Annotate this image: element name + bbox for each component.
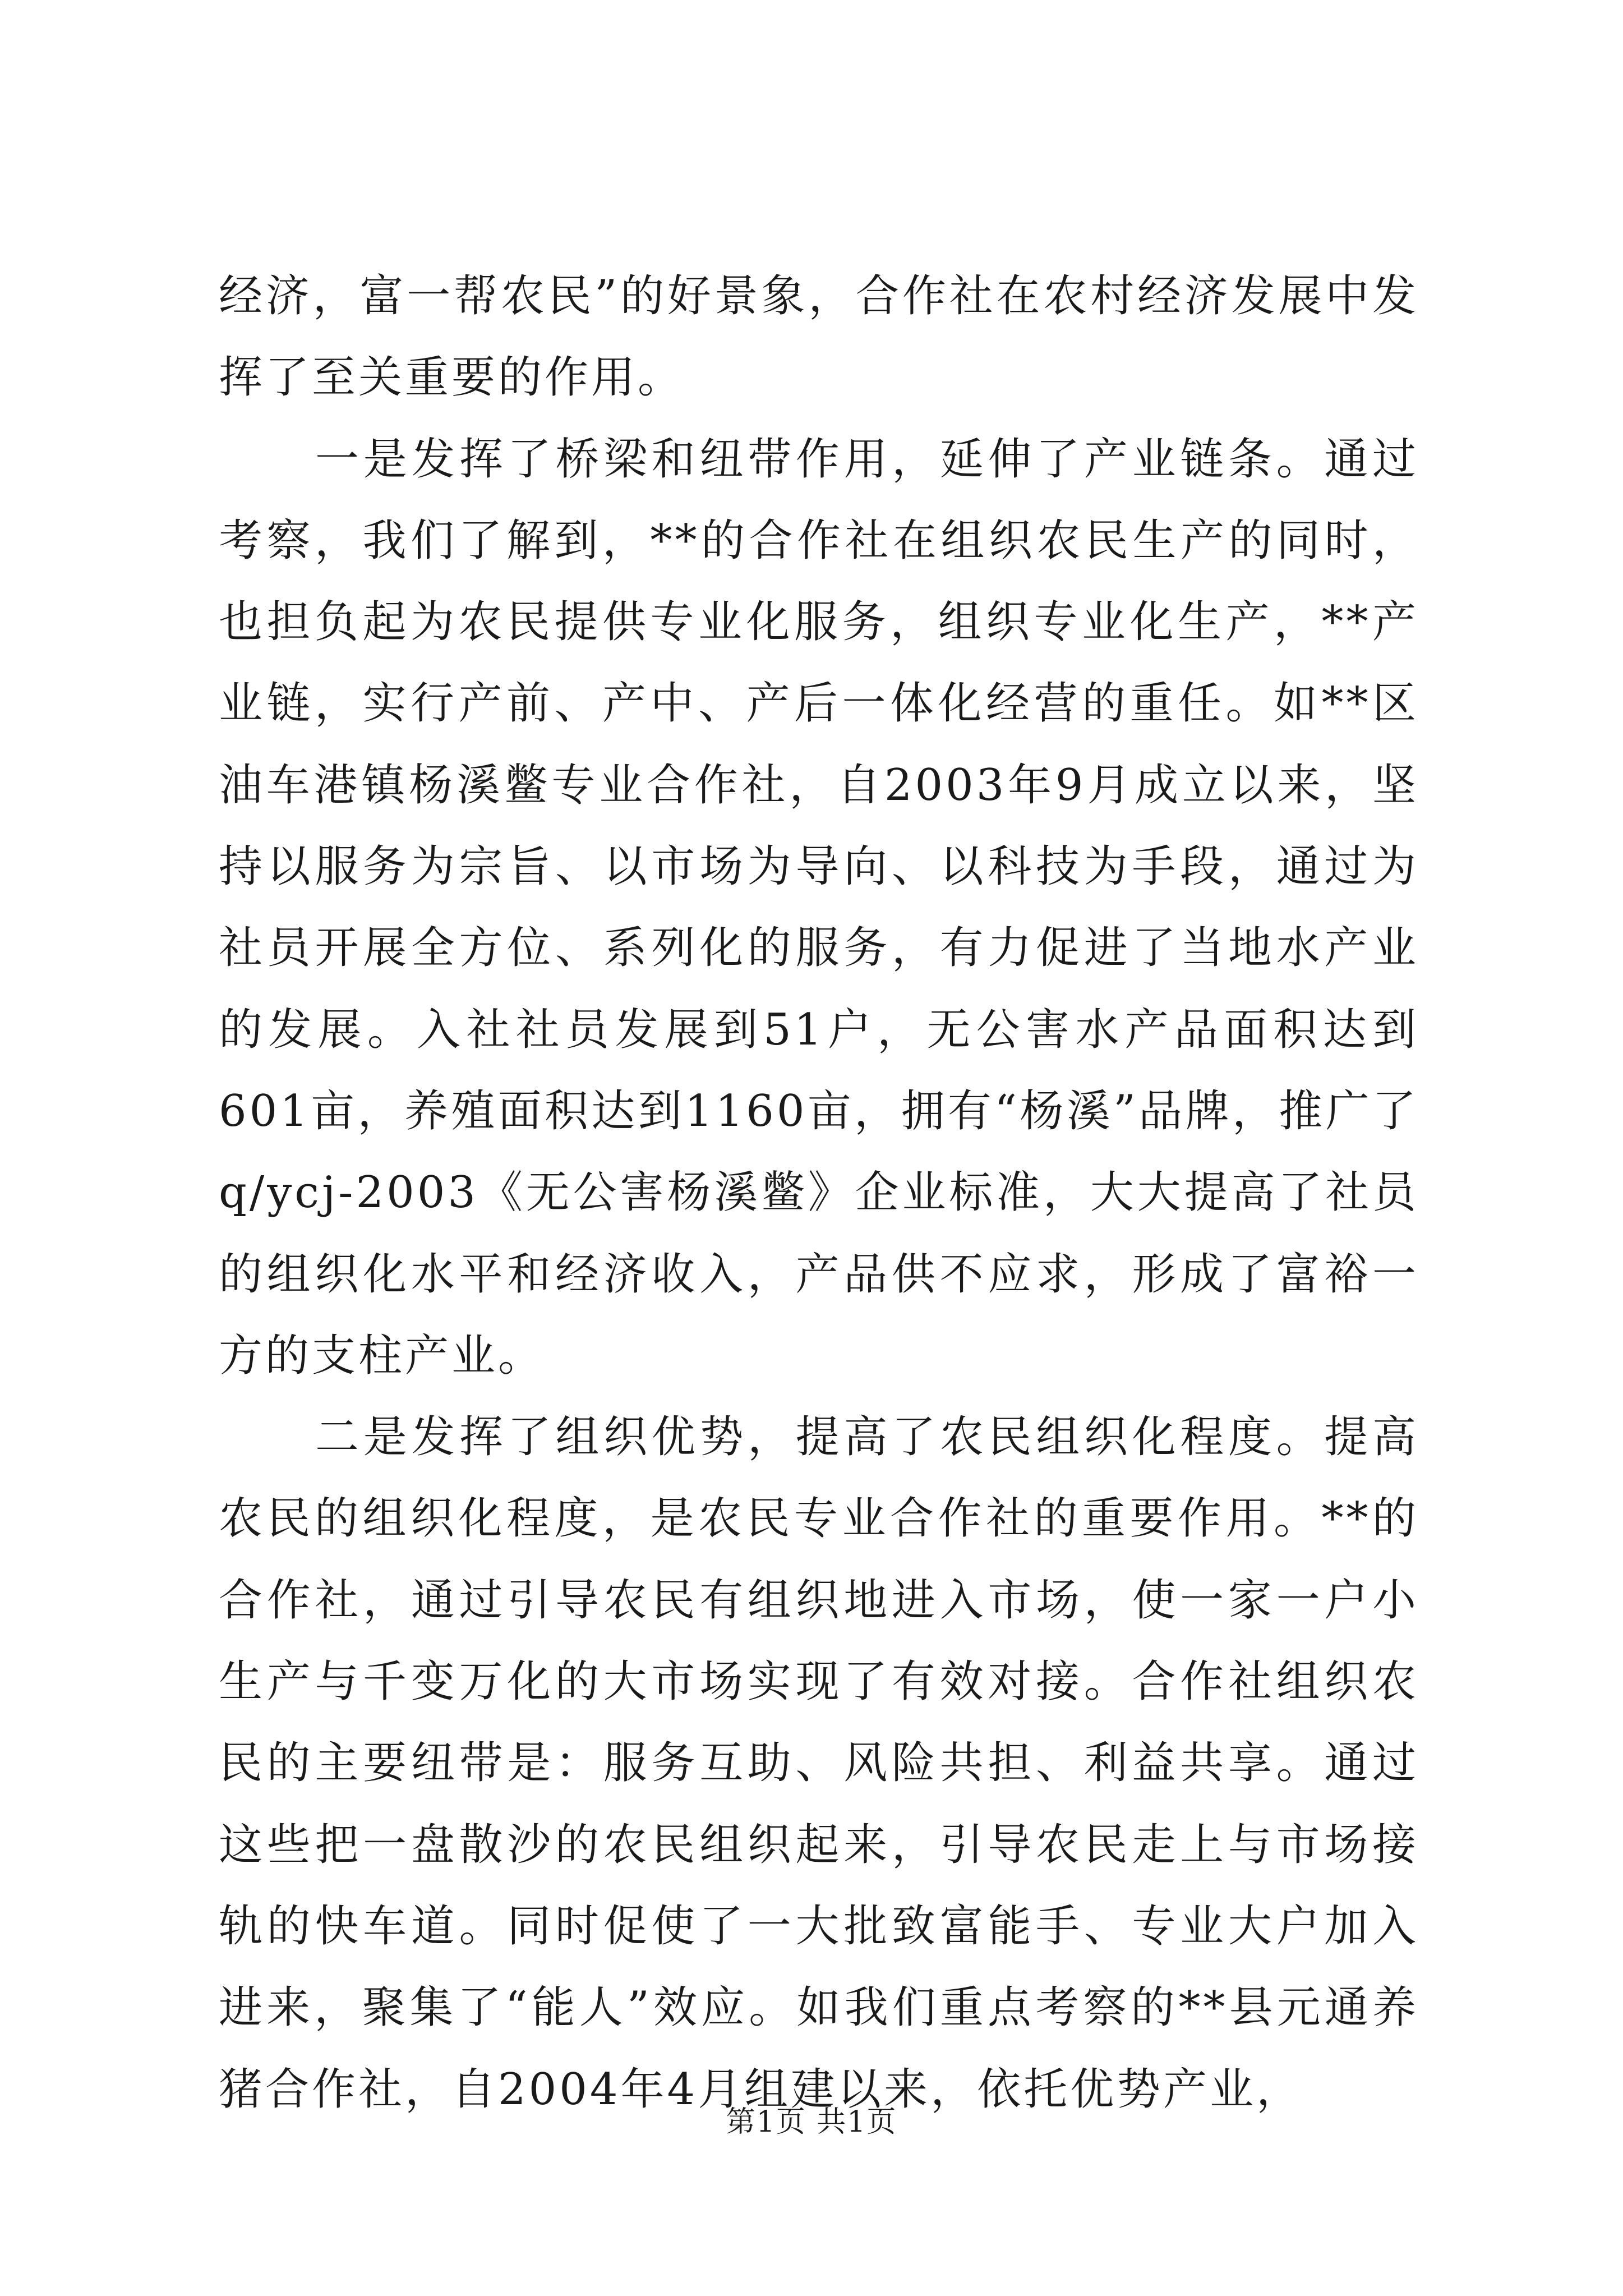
page-footer: 第1页 共1页 xyxy=(726,2105,897,2139)
document-body xyxy=(219,256,1419,2131)
paragraph-1: 经济，富一帮农民”的好景象，合作社在农村经济发展中发挥了至关重要的作用。 xyxy=(219,271,1419,403)
paragraph-2: 一是发挥了桥梁和纽带作用，延伸了产业链条。通过考察，我们了解到，**的合作社在组织农民生产的同时，也担负起为农民提供专业化服务，组织专业化生产，**产业链，实行产前、产中、产后一体化经营的重任。如**区油车港镇杨溪鳖专业合作社，自2003年9月成立以来，坚持以服务为宗旨、以市场为导向、以科技为手段，通过为社员开展全方位、系列化的服务，有力促进了当地水产业的发展。入社社员发展到51户，无公害水产品面积达到601亩，养殖面积达到1160亩，拥有“杨溪”品牌，推广了q/ycj-2003《无公害杨溪鳖》企业标准，大大提高了社员的组织化水平和经济收入，产品供不应求，形成了富裕一方的支柱产业。 xyxy=(219,434,1419,1381)
paragraph-3: 二是发挥了组织优势，提高了农民组织化程度。提高农民的组织化程度，是农民专业合作社的重要作用。**的合作社，通过引导农民有组织地进入市场，使一家一户小生产与千变万化的大市场实现了有效对接。合作社组织农民的主要纽带是：服务互助、风险共担、利益共享。通过这些把一盘散沙的农民组织起来，引导农民走上与市场接轨的快车道。同时促使了一大批致富能手、专业大户加入进来，聚集了“能人”效应。如我们重点考察的**县元通养猪合作社，自2004年4月组建以来，依托优势产业， xyxy=(219,1412,1419,2115)
